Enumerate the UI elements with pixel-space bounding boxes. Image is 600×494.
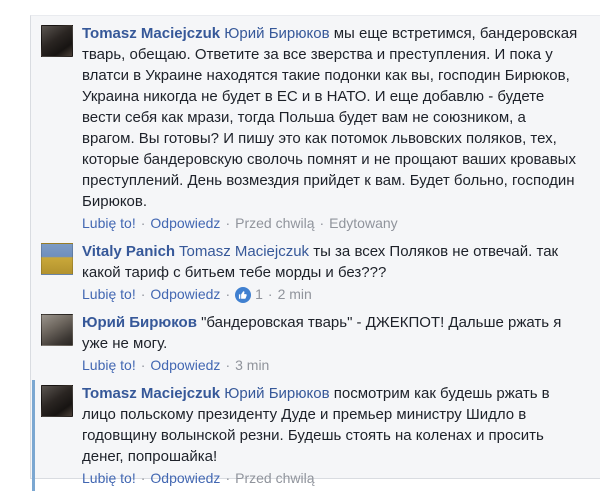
dot-separator: ·	[319, 215, 325, 231]
dot-separator: ·	[225, 215, 231, 231]
mention-link[interactable]: Юрий Бирюков	[224, 385, 330, 402]
comments-section	[30, 15, 600, 486]
author-link[interactable]: Tomasz Maciejczuk	[82, 25, 221, 42]
dot-separator: ·	[267, 286, 273, 302]
thumbs-up-icon	[235, 287, 251, 303]
dot-separator: ·	[140, 357, 146, 373]
comment-actions	[82, 284, 579, 305]
comment-text: ты за всех Поляков не отвечай. так какой тариф с битьем тебе морды и без???	[82, 243, 559, 281]
like-count-badge[interactable]	[235, 284, 263, 305]
comment-1	[41, 23, 592, 234]
dot-separator: ·	[225, 286, 231, 302]
comment-text: мы еще встретимся, бандеровская тварь, обещаю. Ответите за все зверства и преступления. И пока у влатси в Украине находятся такие подонки как вы, господин Бирюков, Украина никогда не будет в ЕС и в НАТО. И еще добавлю - будете вести себя как мрази, тогда Польша будет вам не союзником, а врагом. Вы готовы? И пишу это как потомок львовских поляков, тех, которые бандеровскую сволочь помнят и не прощают ваших кровавых преступлений. День возмездия прийдет к вам. Будет больно, господин Бирюков.	[82, 25, 578, 210]
comment-actions	[82, 468, 579, 489]
avatar[interactable]	[41, 314, 73, 346]
comment-4	[41, 383, 592, 489]
avatar[interactable]	[41, 243, 73, 275]
like-button[interactable]: Lubię to!	[82, 470, 136, 486]
like-button[interactable]: Lubię to!	[82, 357, 136, 373]
comment-body	[82, 312, 579, 376]
like-button[interactable]: Lubię to!	[82, 286, 136, 302]
reply-button[interactable]: Odpowiedz	[150, 357, 221, 373]
timestamp-link[interactable]: 3 min	[235, 357, 270, 373]
dot-separator: ·	[140, 215, 146, 231]
mention-link[interactable]: Юрий Бирюков	[224, 25, 330, 42]
dot-separator: ·	[225, 357, 231, 373]
comment-body	[82, 23, 579, 234]
dot-separator: ·	[140, 470, 146, 486]
reply-button[interactable]: Odpowiedz	[150, 470, 221, 486]
comment-actions	[82, 213, 579, 234]
comment-body	[82, 241, 579, 305]
timestamp-link[interactable]: Przed chwilą	[235, 215, 315, 231]
mention-link[interactable]: Tomasz Maciejczuk	[179, 243, 310, 260]
reply-button[interactable]: Odpowiedz	[150, 286, 221, 302]
comment-2	[41, 241, 592, 305]
timestamp-link[interactable]: 2 min	[277, 286, 312, 302]
comment-text: посмотрим как будешь ржать в лицо польскому президенту Дуде и премьер министру Шидло в годовщину волынской резни. Будешь стоять на коленах и просить денег, попрошайка!	[82, 385, 550, 465]
dot-separator: ·	[140, 286, 146, 302]
author-link[interactable]: Vitaly Panich	[82, 243, 176, 260]
comment-text: "бандеровская тварь" - ДЖЕКПОТ! Дальше ржать я уже не могу.	[82, 314, 562, 352]
author-link[interactable]: Tomasz Maciejczuk	[82, 385, 221, 402]
avatar[interactable]	[41, 25, 73, 57]
author-link[interactable]: Юрий Бирюков	[82, 314, 197, 331]
like-button[interactable]: Lubię to!	[82, 215, 136, 231]
comment-actions	[82, 355, 579, 376]
reply-button[interactable]: Odpowiedz	[150, 215, 221, 231]
edited-label[interactable]: Edytowany	[329, 215, 398, 231]
avatar[interactable]	[41, 385, 73, 417]
dot-separator: ·	[225, 470, 231, 486]
comment-body	[82, 383, 579, 489]
like-count: 1	[255, 286, 263, 302]
comment-3	[41, 312, 592, 376]
timestamp-link[interactable]: Przed chwilą	[235, 470, 315, 486]
